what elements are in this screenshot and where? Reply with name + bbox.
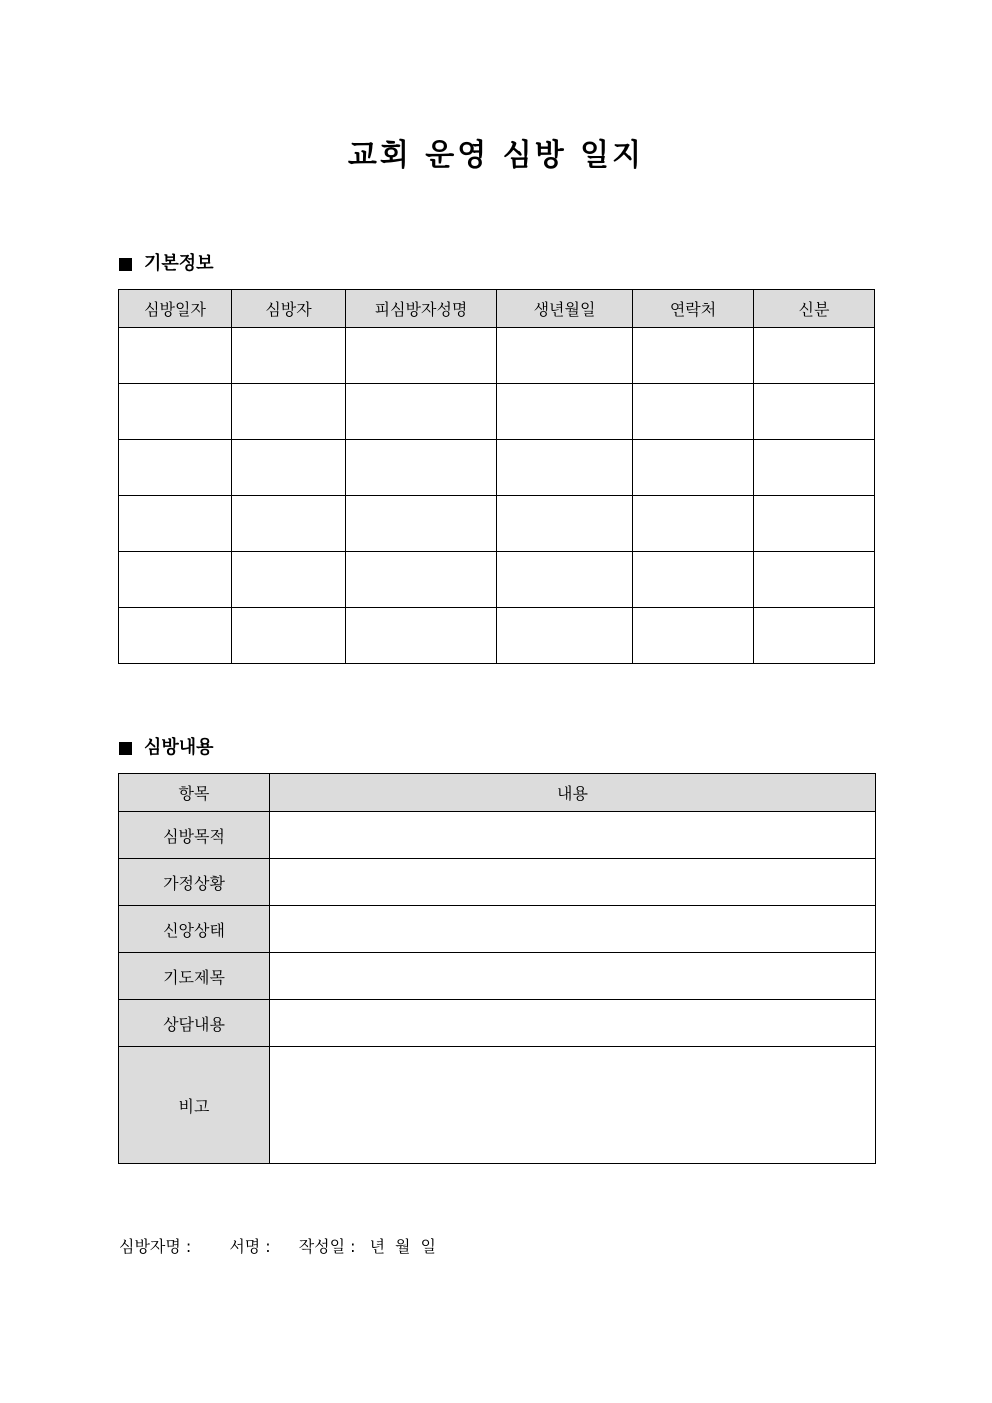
table-cell[interactable] <box>633 384 754 440</box>
visit-content-table <box>118 773 876 1164</box>
table-row <box>119 906 876 953</box>
table-cell[interactable] <box>497 384 633 440</box>
table-cell[interactable] <box>754 552 875 608</box>
column-header-visitor: 심방자 <box>232 290 346 328</box>
table-cell[interactable] <box>346 328 497 384</box>
column-header-visit-date: 심방일자 <box>119 290 232 328</box>
table-row <box>119 953 876 1000</box>
item-label-purpose: 심방목적 <box>119 812 270 859</box>
item-label-remarks: 비고 <box>119 1047 270 1164</box>
table-row <box>119 384 875 440</box>
table-cell[interactable] <box>633 608 754 664</box>
table-cell[interactable] <box>754 608 875 664</box>
table-cell[interactable] <box>346 552 497 608</box>
item-label-counseling: 상담내용 <box>119 1000 270 1047</box>
table-cell[interactable] <box>497 608 633 664</box>
table-cell[interactable] <box>119 608 232 664</box>
table-cell[interactable] <box>119 384 232 440</box>
item-value-remarks[interactable] <box>270 1047 876 1164</box>
table-cell[interactable] <box>633 440 754 496</box>
item-value-counseling[interactable] <box>270 1000 876 1047</box>
item-label-family-situation: 가정상황 <box>119 859 270 906</box>
day-label: 일 <box>420 1237 436 1256</box>
item-value-faith-status[interactable] <box>270 906 876 953</box>
table-row <box>119 859 876 906</box>
column-header-visitee-name: 피심방자성명 <box>346 290 497 328</box>
basic-info-table <box>118 289 875 664</box>
column-header-content: 내용 <box>270 774 876 812</box>
table-cell[interactable] <box>232 608 346 664</box>
table-cell[interactable] <box>232 496 346 552</box>
column-header-status: 신분 <box>754 290 875 328</box>
table-cell[interactable] <box>346 608 497 664</box>
column-header-birth-date: 생년월일 <box>497 290 633 328</box>
table-row <box>119 812 876 859</box>
table-header-row <box>119 290 875 328</box>
written-date-label: 작성일 : <box>298 1237 356 1256</box>
document-title: 교회 운영 심방 일지 <box>347 138 645 173</box>
table-cell[interactable] <box>633 552 754 608</box>
table-cell[interactable] <box>497 496 633 552</box>
signature-label: 서명 : <box>229 1237 271 1256</box>
table-cell[interactable] <box>232 384 346 440</box>
table-cell[interactable] <box>754 496 875 552</box>
table-row <box>119 552 875 608</box>
column-header-item: 항목 <box>119 774 270 812</box>
table-cell[interactable] <box>119 552 232 608</box>
table-row <box>119 496 875 552</box>
table-cell[interactable] <box>497 440 633 496</box>
table-cell[interactable] <box>346 440 497 496</box>
visit-content-heading-label: 심방내용 <box>144 737 214 758</box>
table-cell[interactable] <box>754 440 875 496</box>
table-cell[interactable] <box>497 552 633 608</box>
table-cell[interactable] <box>633 328 754 384</box>
item-value-prayer-topics[interactable] <box>270 953 876 1000</box>
item-label-prayer-topics: 기도제목 <box>119 953 270 1000</box>
table-row <box>119 1000 876 1047</box>
basic-info-heading <box>119 251 214 277</box>
table-row <box>119 608 875 664</box>
table-row <box>119 440 875 496</box>
square-bullet-icon <box>119 742 132 755</box>
table-cell[interactable] <box>232 552 346 608</box>
square-bullet-icon <box>119 258 132 271</box>
table-cell[interactable] <box>119 496 232 552</box>
table-cell[interactable] <box>232 440 346 496</box>
basic-info-heading-label: 기본정보 <box>144 253 214 274</box>
table-cell[interactable] <box>754 384 875 440</box>
column-header-contact: 연락처 <box>633 290 754 328</box>
table-row <box>119 1047 876 1164</box>
item-value-family-situation[interactable] <box>270 859 876 906</box>
table-cell[interactable] <box>232 328 346 384</box>
item-value-purpose[interactable] <box>270 812 876 859</box>
signature-footer <box>119 1235 436 1259</box>
table-cell[interactable] <box>754 328 875 384</box>
table-cell[interactable] <box>119 440 232 496</box>
table-cell[interactable] <box>119 328 232 384</box>
table-cell[interactable] <box>346 384 497 440</box>
month-label: 월 <box>395 1237 411 1256</box>
visitor-name-label: 심방자명 : <box>119 1237 192 1256</box>
table-header-row <box>119 774 876 812</box>
table-cell[interactable] <box>346 496 497 552</box>
item-label-faith-status: 신앙상태 <box>119 906 270 953</box>
table-row <box>119 328 875 384</box>
table-cell[interactable] <box>497 328 633 384</box>
visit-content-heading <box>119 735 214 761</box>
table-cell[interactable] <box>633 496 754 552</box>
year-label: 년 <box>369 1237 386 1256</box>
